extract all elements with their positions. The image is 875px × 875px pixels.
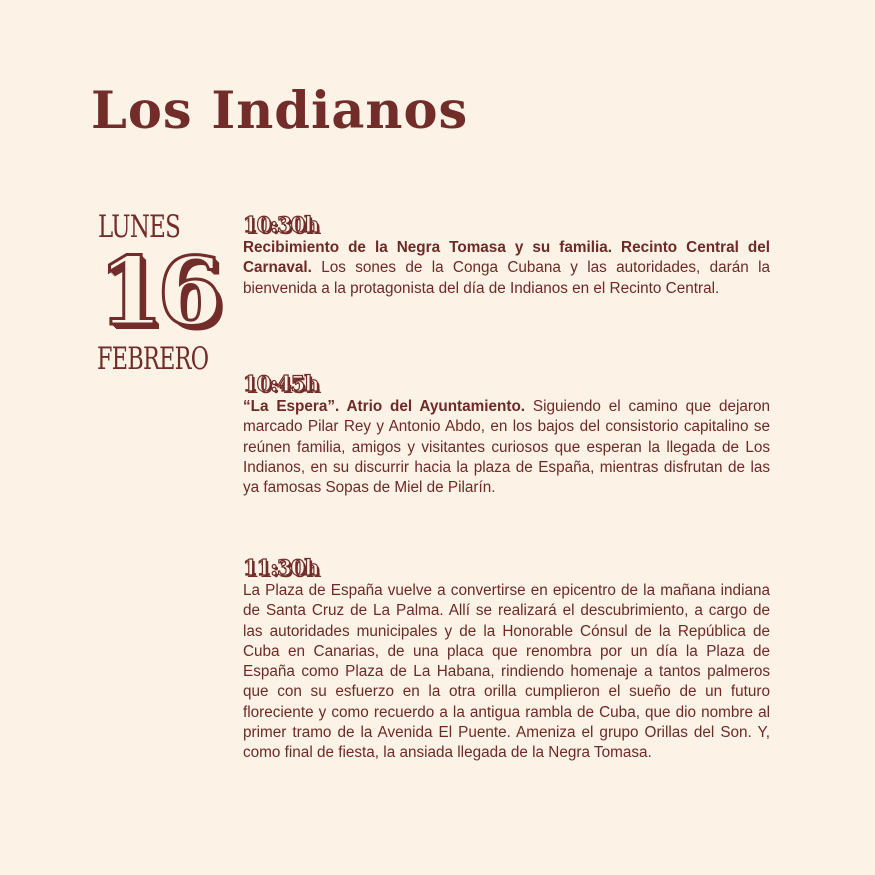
event-description — [243, 397, 770, 498]
event-body: Los sones de la Conga Cubana y las autoridades, darán la bienvenida a la protagonista del día de Indianos en el Recinto Central. — [243, 259, 770, 297]
page-title: Los Indianos — [91, 81, 469, 141]
event-item — [243, 372, 770, 498]
event-time: 11:30h — [243, 555, 319, 580]
date-block — [96, 209, 217, 377]
event-body: Siguiendo el camino que dejaron marcado Pilar Rey y Antonio Abdo, en los bajos del consistorio capitalino se reúnen familia, amigos y visitantes curiosos que esperan la llegada de Los Indianos, en su discurrir hacia la plaza de España, mientras disfrutan de las ya famosas Sopas de Miel de Pilarín. — [243, 398, 770, 497]
event-time: 10:30h — [243, 212, 319, 237]
date-month: FEBRERO — [97, 341, 209, 377]
event-time: 10:45h — [243, 371, 319, 396]
date-day-number: 16 — [98, 237, 217, 347]
event-description — [243, 581, 770, 764]
event-headline: Recibimiento de la Negra Tomasa y su familia. Recinto Central del Carnaval. — [243, 239, 770, 277]
event-headline: “La Espera”. Atrio del Ayuntamiento. — [243, 398, 526, 415]
event-body: La Plaza de España vuelve a convertirse en epicentro de la mañana indiana de Santa Cruz de La Palma. Allí se realizará el descubrimiento, a cargo de las autoridades municipales y de la Honorable Cónsul de la República de Cuba en Canarias, de una placa que renombra por un día la Plaza de España como Plaza de La Habana, rindiendo homenaje a tantos palmeros que con su esfuerzo en la otra orilla cumplieron el sueño de un futuro floreciente y como recuerdo a la antigua rambla de Cuba, que dio nombre al primer tramo de la Avenida El Puente. Ameniza el grupo Orillas del Son. Y, como final de fiesta, la ansiada llegada de la Negra Tomasa. — [243, 582, 770, 762]
event-item — [243, 556, 770, 764]
event-item — [243, 213, 770, 299]
date-weekday: LUNES — [98, 209, 181, 245]
event-description — [243, 238, 770, 299]
